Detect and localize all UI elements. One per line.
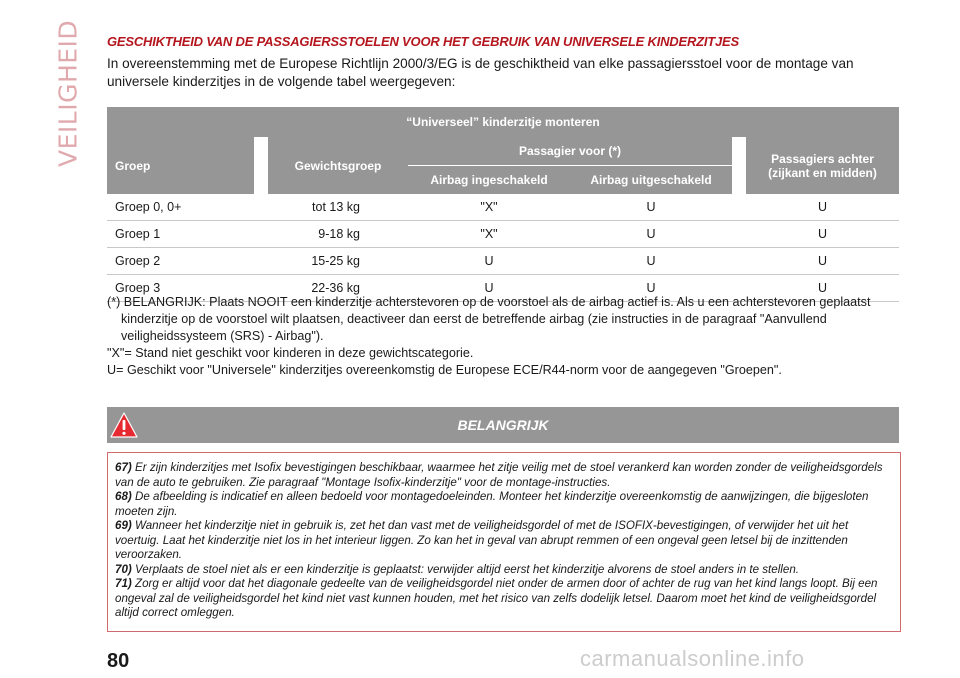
warning-item-number: 71) <box>115 577 132 590</box>
warning-item-number: 70) <box>115 562 132 576</box>
note-u-legend: U= Geschikt voor "Universele" kinderzitjes overeenkomstig de Europese ECE/R44-norm voor de aangegeven "Groepen". <box>107 363 782 377</box>
section-side-tab: VEILIGHEID <box>53 19 83 167</box>
col-header-group: Groep <box>107 137 254 194</box>
note-important: (*) BELANGRIJK: Plaats NOOIT een kinderzitje achterstevoren op de voorstoel als de airbag actief is. Als u een achterstevoren geplaatst kinderzitje op de voorstoel wilt plaatsen, deactiveer dan eerst de betreffende airbag (zie instructies in de paragraaf "Aanvullend veiligheidssysteem (SRS) - Airbag"). <box>107 295 871 343</box>
section-heading: GESCHIKTHEID VAN DE PASSAGIERSSTOELEN VOOR HET GEBRUIK VAN UNIVERSELE KINDERZITJES <box>107 34 740 49</box>
note-x-legend: "X"= Stand niet geschikt voor kinderen in deze gewichtscategorie. <box>107 346 474 360</box>
cell-airbag-off: U <box>570 194 732 221</box>
table-row <box>107 221 899 248</box>
warning-banner <box>107 407 899 443</box>
cell-group: Groep 3 <box>107 275 254 302</box>
warning-item-text: Er zijn kinderzitjes met Isofix bevestigingen beschikbaar, waarmee het zitje veilig met de stoel verankerd kan worden zonder de veiligheidsgordels van de auto te gebruiken. Zie paragraaf "Montage Isofix-kinderzitje" voor de montage-instructies. <box>115 461 883 489</box>
warning-item-text: De afbeelding is indicatief en alleen bedoeld voor montagedoeleinden. Monteer het kinderzitje overeenkomstig de aanwijzingen, die bijgesloten moeten zijn. <box>115 490 869 518</box>
table-row <box>107 248 899 275</box>
cell-rear: U <box>746 275 899 302</box>
cell-weight: 15-25 kg <box>268 248 408 275</box>
col-header-weight: Gewichtsgroep <box>268 137 408 194</box>
cell-group: Groep 1 <box>107 221 254 248</box>
cell-rear: U <box>746 248 899 275</box>
warning-item <box>115 490 893 519</box>
cell-weight: tot 13 kg <box>268 194 408 221</box>
col-header-rear-line2: (zijkant en midden) <box>768 165 877 180</box>
sub-header-airbag-off: Airbag uitgeschakeld <box>570 166 732 195</box>
warning-item <box>115 461 893 490</box>
warning-title: BELANGRIJK <box>457 417 549 433</box>
warning-item-number: 67) <box>115 461 132 474</box>
cell-rear: U <box>746 221 899 248</box>
col-header-front: Passagier voor (*) <box>408 137 732 166</box>
cell-airbag-on: "X" <box>408 221 570 248</box>
warning-item <box>115 577 893 621</box>
table-row <box>107 194 899 221</box>
warning-item-number: 69) <box>115 519 132 532</box>
cell-airbag-on: U <box>408 248 570 275</box>
watermark: carmanualsonline.info <box>580 646 805 671</box>
cell-weight: 22-36 kg <box>268 275 408 302</box>
cell-weight: 9-18 kg <box>268 221 408 248</box>
cell-airbag-off: U <box>570 275 732 302</box>
col-header-rear <box>746 137 899 194</box>
warning-item-text: Verplaats de stoel niet als er een kinderzitje is geplaatst: verwijder altijd eerst het kinderzitje alvorens de stoel anders in te stellen. <box>135 562 799 576</box>
page-number: 80 <box>107 650 130 672</box>
warning-item-text: Zorg er altijd voor dat het diagonale gedeelte van de veiligheidsgordel niet onder de armen door of achter de rug van het kind langs loopt. Bij een ongeval zal de veiligheidsgordel het kind niet vast kunnen houden, met het risico van zelfs dodelijk letsel. Daarom moet het kind de veiligheidsgordel altijd correct omleggen. <box>115 577 878 619</box>
table-notes <box>107 294 897 379</box>
cell-airbag-on: "X" <box>408 194 570 221</box>
warning-item <box>115 519 893 563</box>
cell-airbag-on: U <box>408 275 570 302</box>
cell-group: Groep 2 <box>107 248 254 275</box>
table-title: “Universeel” kinderzitje monteren <box>107 107 899 137</box>
col-header-rear-line1: Passagiers achter <box>771 151 874 166</box>
cell-rear: U <box>746 194 899 221</box>
warning-item <box>115 563 893 578</box>
warning-item-text: Wanneer het kinderzitje niet in gebruik is, zet het dan vast met de veiligheidsgordel of met de ISOFIX-bevestigingen, of verwijder het uit het voertuig. Laat het kinderzitje niet los in het interieur liggen. Zo kan het in geval van abrupt remmen of een ongeval geen letsel bij de inzittenden veroorzaken. <box>115 519 849 561</box>
intro-paragraph: In overeenstemming met de Europese Richtlijn 2000/3/EG is de geschiktheid van elke passagiersstoel voor de montage van universele kinderzitjes in de volgende tabel weergegeven: <box>107 56 854 89</box>
sub-header-airbag-on: Airbag ingeschakeld <box>408 166 570 195</box>
cell-group: Groep 0, 0+ <box>107 194 254 221</box>
warning-triangle-icon <box>110 411 138 439</box>
cell-airbag-off: U <box>570 248 732 275</box>
warning-item-number: 68) <box>115 490 132 503</box>
cell-airbag-off: U <box>570 221 732 248</box>
warning-box <box>107 452 901 632</box>
child-seat-table <box>107 107 899 302</box>
